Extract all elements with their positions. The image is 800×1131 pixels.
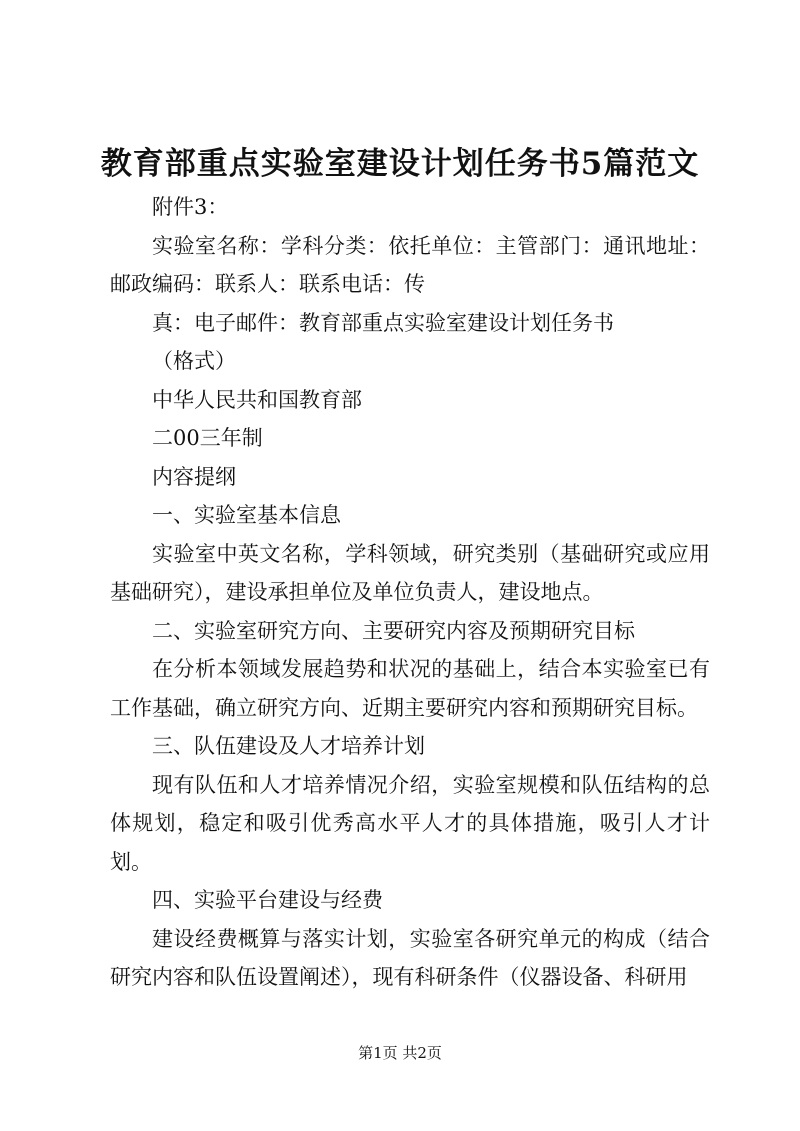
paragraph-outline-heading: 内容提纲 [152, 464, 236, 489]
section-heading-4: 四、实验平台建设与经费 [152, 888, 383, 912]
section-heading-2: 二、实验室研究方向、主要研究内容及预期研究目标 [152, 618, 635, 643]
paragraph-form-fields: 实验室名称：学科分类：依托单位：主管部门：通讯地址：邮政编码：联系人：联系电话：传 [110, 233, 710, 296]
section-body-4: 建设经费概算与落实计划，实验室各研究单元的构成（结合研究内容和队伍设置阐述），现有科研条件（仪器设备、科研用 [110, 926, 710, 989]
paragraph-attachment: 附件3： [152, 195, 229, 219]
section-body-2: 在分析本领域发展趋势和状况的基础上，结合本实验室已有工作基础，确立研究方向、近期主要研究内容和预期研究目标。 [110, 657, 710, 720]
page-footer: 第1页 共2页 [358, 1044, 442, 1062]
paragraph-year: 二00三年制 [152, 426, 263, 450]
paragraph-ministry: 中华人民共和国教育部 [152, 387, 362, 412]
page-title: 教育部重点实验室建设计划任务书5篇范文 [100, 146, 700, 182]
paragraph-format-note: （格式） [152, 349, 236, 373]
paragraph-form-fields-cont: 真：电子邮件：教育部重点实验室建设计划任务书 [152, 310, 614, 335]
section-heading-1: 一、实验室基本信息 [152, 503, 341, 527]
document-body [110, 188, 710, 997]
section-body-1: 实验室中英文名称，学科领域，研究类别（基础研究或应用基础研究），建设承担单位及单位负责人，建设地点。 [110, 541, 710, 604]
section-heading-3: 三、队伍建设及人才培养计划 [152, 734, 425, 758]
section-body-3: 现有队伍和人才培养情况介绍，实验室规模和队伍结构的总体规划，稳定和吸引优秀高水平人才的具体措施，吸引人才计划。 [110, 772, 710, 874]
